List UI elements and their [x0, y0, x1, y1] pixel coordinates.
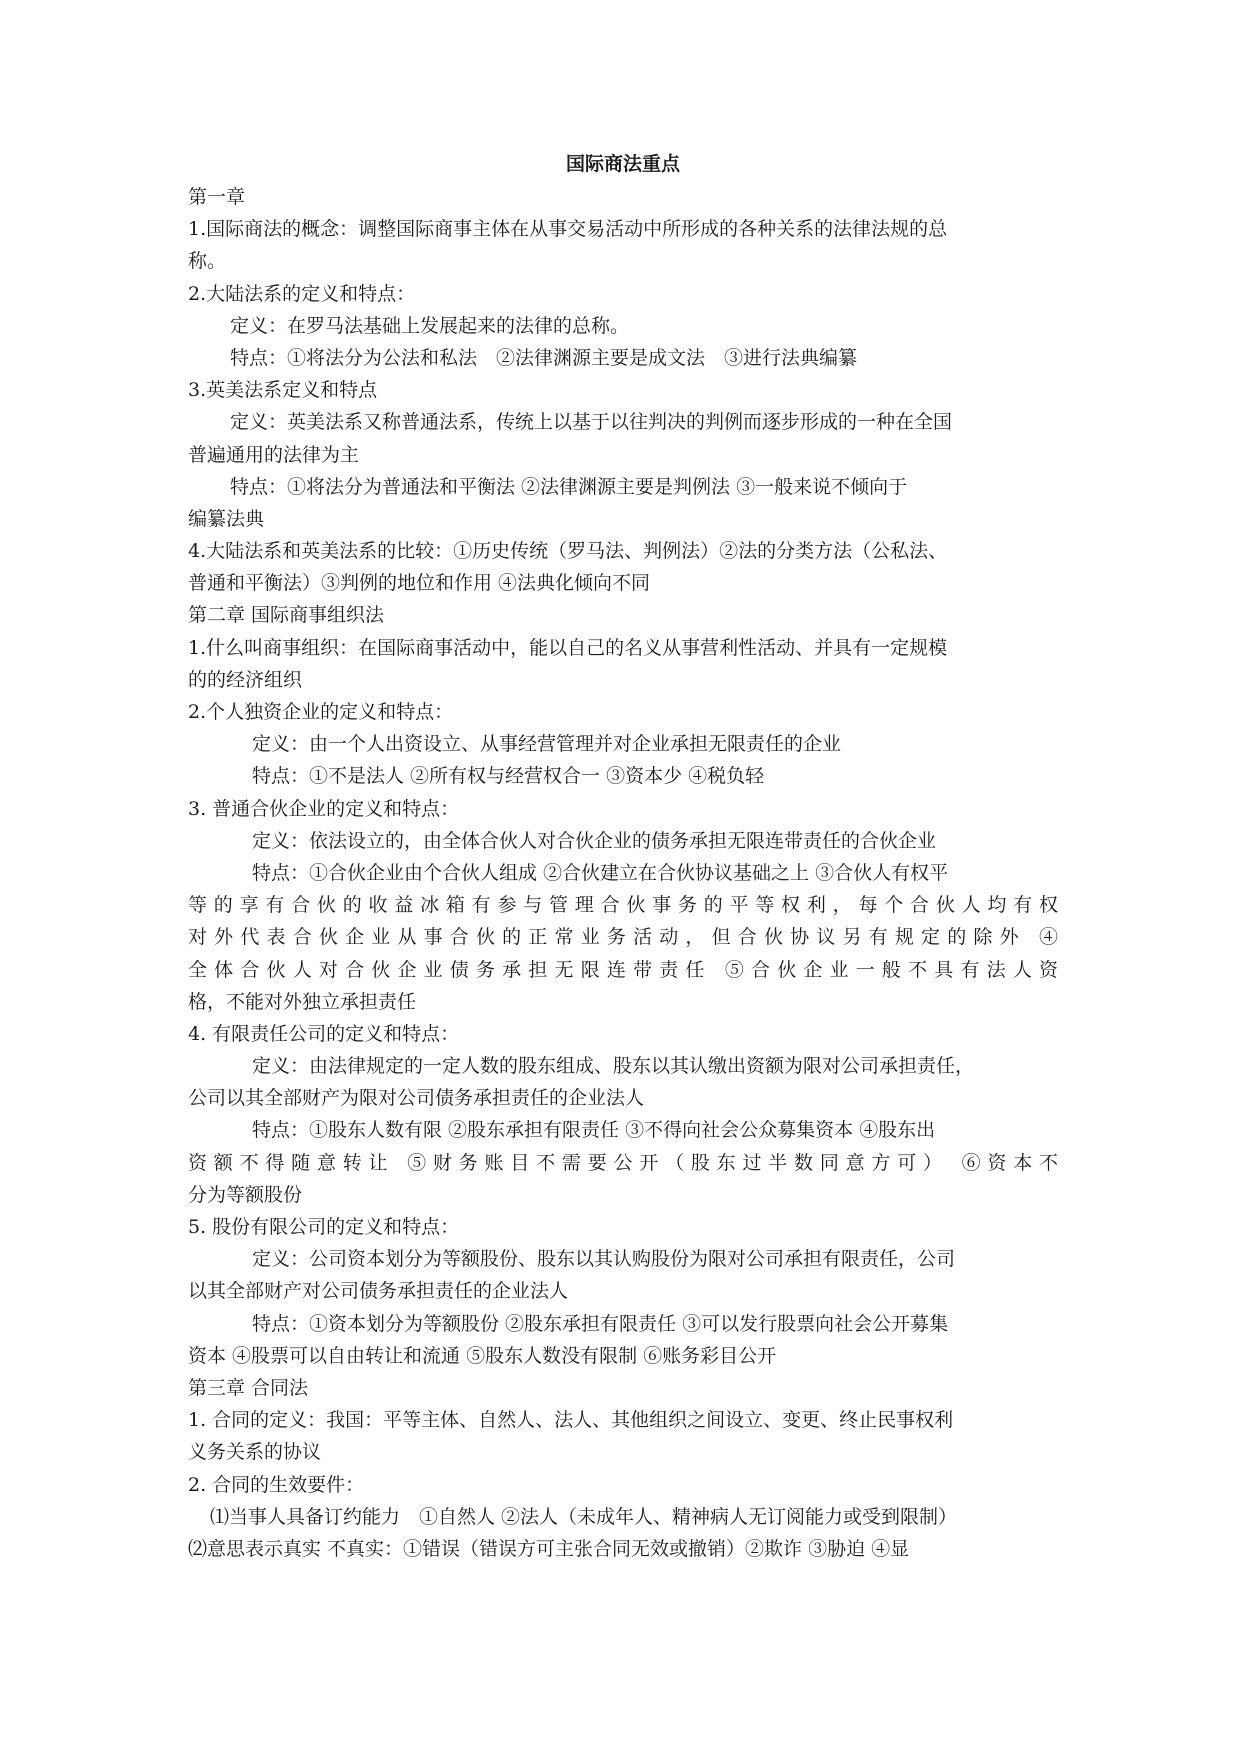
definition-line: 定义：在罗马法基础上发展起来的法律的总称。	[230, 314, 630, 337]
paragraph-line: 分为等额股份	[188, 1183, 303, 1206]
paragraph-line: 1.什么叫商事组织：在国际商事活动中，能以自己的名义从事营利性活动、并具有一定规模	[188, 636, 948, 659]
paragraph-line: 1.国际商法的概念：调整国际商事主体在从事交易活动中所形成的各种关系的法律法规的总	[188, 218, 948, 241]
paragraph-line: 4.大陆法系和英美法系的比较：①历史传统（罗马法、判例法）②法的分类方法（公私法、	[188, 540, 948, 563]
paragraph-line: 等的享有合伙的收益冰箱有参与管理合伙事务的平等权利，每个合伙人均有权	[188, 894, 1058, 917]
paragraph-line: 全体合伙人对合伙企业债务承担无限连带责任 ⑤合伙企业一般不具有法人资	[188, 958, 1058, 981]
section-heading: 2.个人独资企业的定义和特点：	[188, 701, 454, 723]
paragraph-line: 义务关系的协议	[188, 1441, 322, 1464]
definition-line: 定义：英美法系又称普通法系，传统上以基于以往判决的判例而逐步形成的一种在全国	[230, 411, 953, 434]
paragraph-line: 公司以其全部财产为限对公司债务承担责任的企业法人	[188, 1087, 645, 1110]
feature-line: 特点：①股东人数有限 ②股东承担有限责任 ③不得向社会公众募集资本 ④股东出	[252, 1119, 936, 1142]
paragraph-line: 的的经济组织	[188, 668, 303, 691]
paragraph-line: 资本 ④股票可以自由转让和流通 ⑤股东人数没有限制 ⑥账务彩目公开	[188, 1344, 777, 1367]
document-title: 国际商法重点	[565, 153, 680, 175]
paragraph-line: 对外代表合伙企业从事合伙的正常业务活动，但合伙协议另有规定的除外 ④	[188, 926, 1058, 949]
paragraph-line: 1. 合同的定义：我国：平等主体、自然人、法人、其他组织之间设立、变更、终止民事权利	[188, 1409, 954, 1432]
paragraph-line: 编纂法典	[188, 507, 265, 530]
definition-line: 定义：公司资本划分为等额股份、股东以其认购股份为限对公司承担有限责任，公司	[252, 1248, 956, 1271]
definition-line: 定义：由一个人出资设立、从事经营管理并对企业承担无限责任的企业	[252, 733, 842, 756]
paragraph-line: 普通和平衡法）③判例的地位和作用 ④法典化倾向不同	[188, 572, 651, 595]
feature-line: 特点：①资本划分为等额股份 ②股东承担有限责任 ③可以发行股票向社会公开募集	[252, 1312, 949, 1335]
document-page	[188, 148, 1058, 1565]
list-line: ⑴当事人具备订约能力 ①自然人 ②法人（未成年人、精神病人无订阅能力或受到限制）	[210, 1505, 958, 1528]
chapter-heading: 第一章	[188, 186, 246, 208]
paragraph-line: 称。	[188, 250, 227, 273]
paragraph-line: 格，不能对外独立承担责任	[188, 990, 417, 1013]
list-line: ⑵意思表示真实 不真实：①错误（错误方可主张合同无效或撤销）②欺诈 ③胁迫 ④显	[188, 1537, 910, 1560]
section-heading: 2.大陆法系的定义和特点：	[188, 282, 416, 305]
chapter-heading: 第三章 合同法	[188, 1376, 309, 1399]
chapter-heading: 第二章 国际商事组织法	[188, 604, 385, 627]
section-heading: 4. 有限责任公司的定义和特点：	[188, 1022, 460, 1045]
feature-line: 特点：①不是法人 ②所有权与经营权合一 ③资本少 ④税负轻	[252, 765, 765, 788]
paragraph-line: 资额不得随意转让 ⑤财务账目不需要公开（股东过半数同意方可） ⑥资本不	[188, 1151, 1058, 1174]
section-heading: 3.英美法系定义和特点	[188, 379, 378, 402]
paragraph-line: 以其全部财产对公司债务承担责任的企业法人	[188, 1280, 569, 1303]
definition-line: 定义：依法设立的，由全体合伙人对合伙企业的债务承担无限连带责任的合伙企业	[252, 829, 937, 852]
feature-line: 特点：①将法分为公法和私法 ②法律渊源主要是成文法 ③进行法典编纂	[230, 346, 858, 369]
paragraph-line: 普遍通用的法律为主	[188, 443, 360, 466]
definition-line: 定义：由法律规定的一定人数的股东组成、股东以其认缴出资额为限对公司承担责任，	[252, 1055, 975, 1078]
section-heading: 2. 合同的生效要件：	[188, 1473, 365, 1496]
section-heading: 3. 普通合伙企业的定义和特点：	[188, 797, 460, 820]
feature-line: 特点：①将法分为普通法和平衡法 ②法律渊源主要是判例法 ③一般来说不倾向于	[230, 475, 908, 498]
section-heading: 5. 股份有限公司的定义和特点：	[188, 1216, 460, 1238]
feature-line: 特点：①合伙企业由个合伙人组成 ②合伙建立在合伙协议基础之上 ③合伙人有权平	[252, 861, 949, 884]
